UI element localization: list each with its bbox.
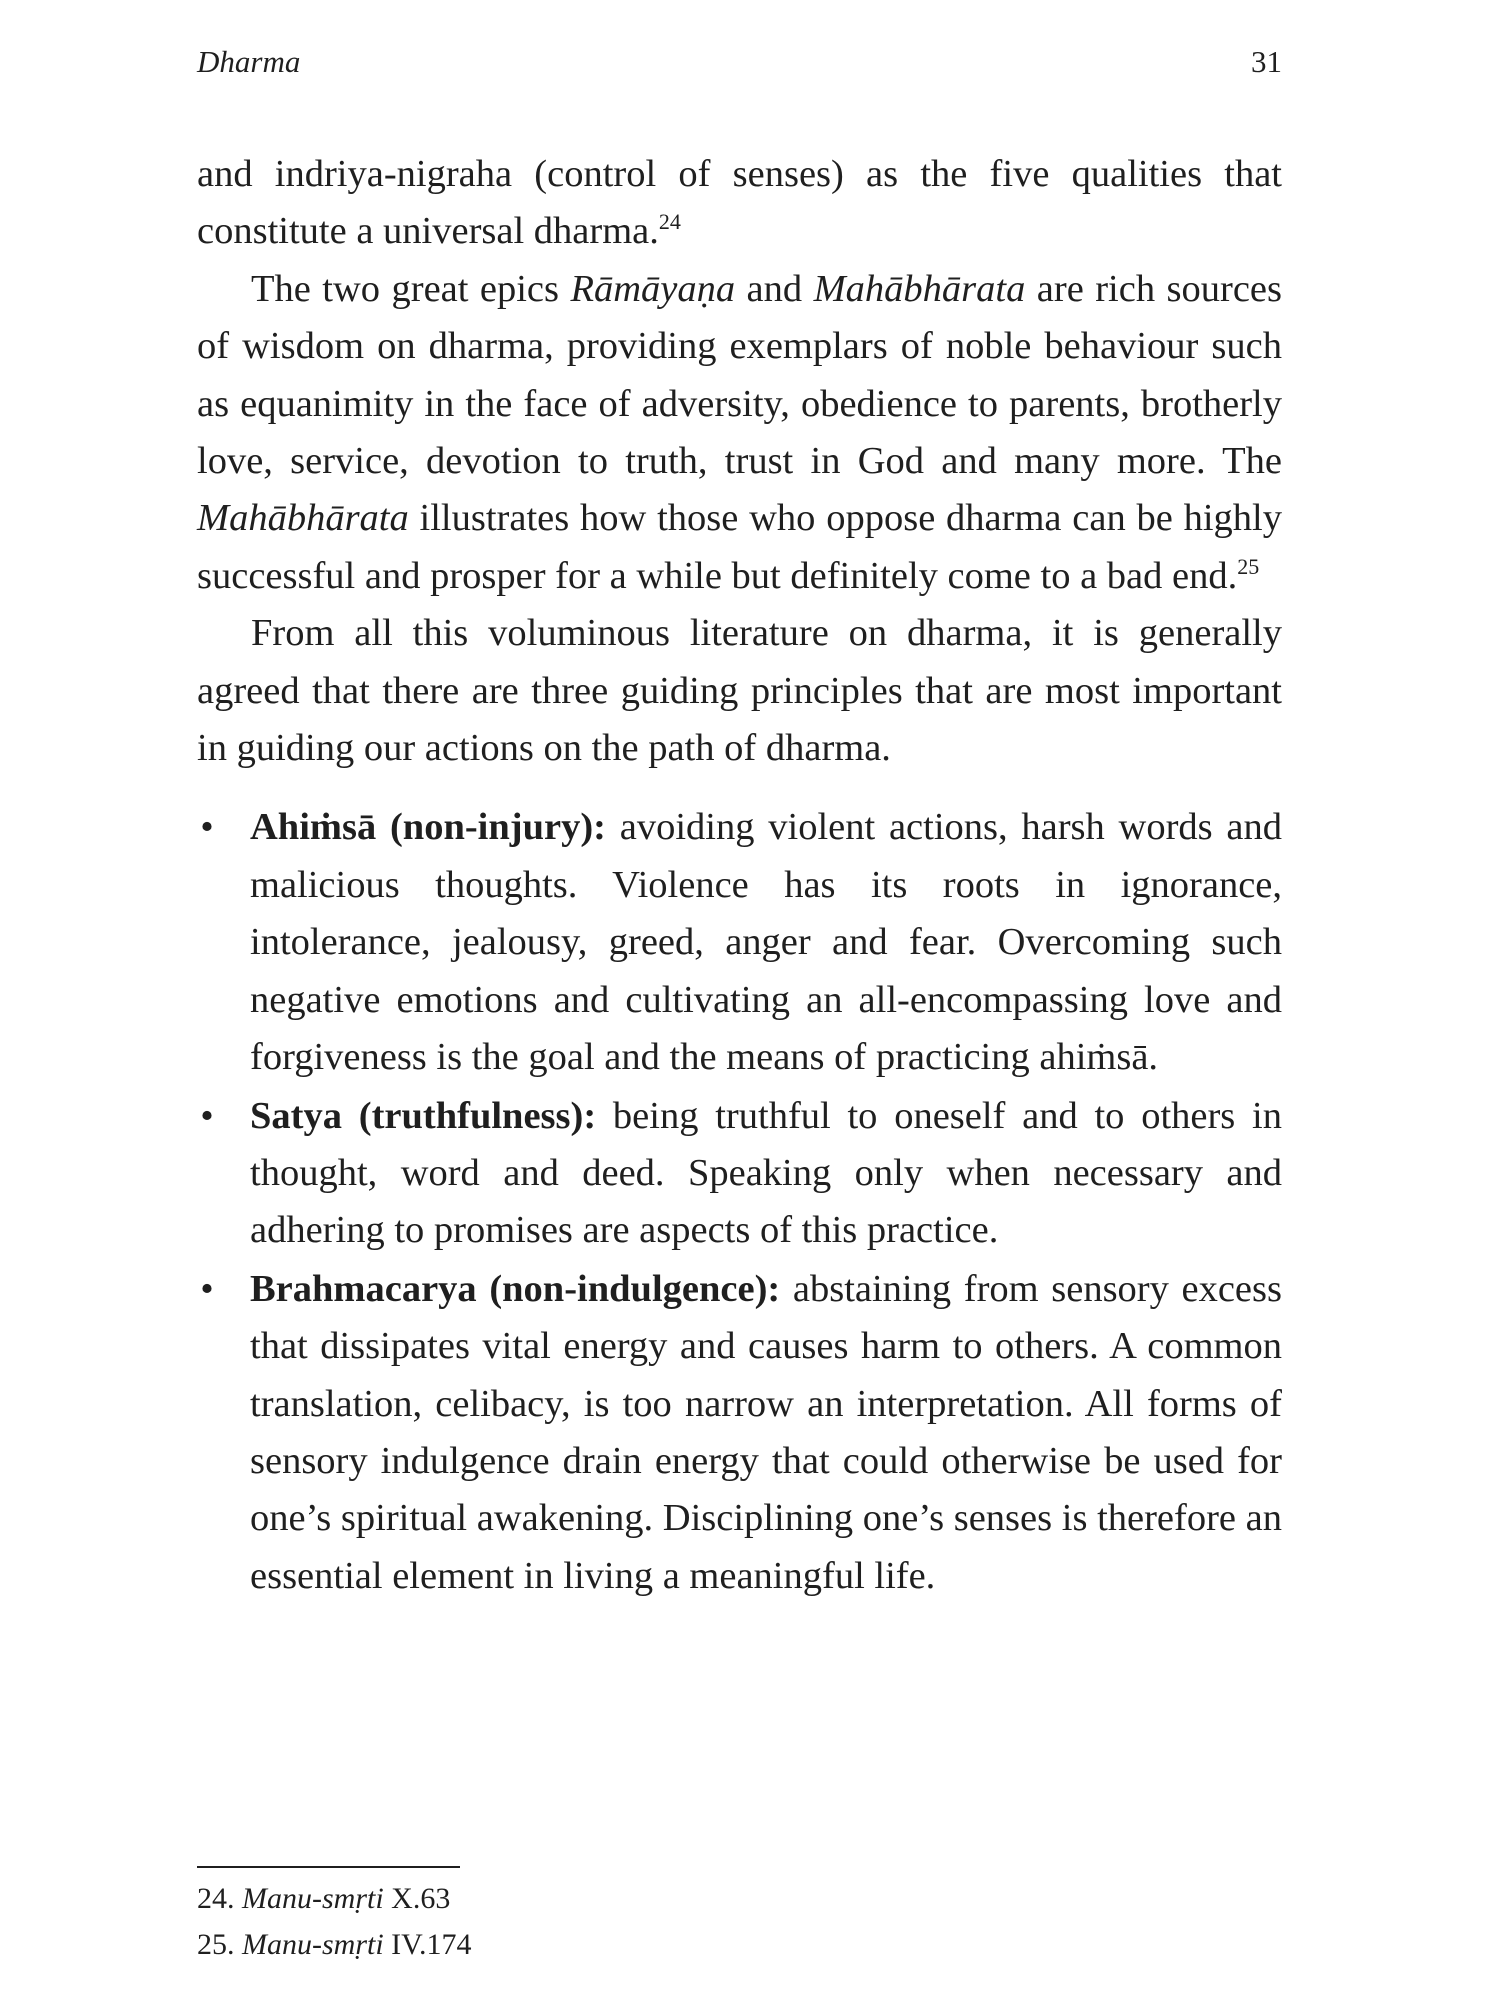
term-brahmacarya: Brahmacarya (non-indulgence): <box>250 1267 781 1310</box>
text-run: illustrates how those who oppose dharma can be highly successful and prosper for a while but definitely come to a bad end. <box>197 497 1282 597</box>
list-item-satya <box>197 1088 1282 1260</box>
paragraph-continuation <box>197 146 1282 261</box>
term-description: being truthful to oneself and to others in thought, word and deed. Speaking only when necessary and adhering to promises are aspects of this practice. <box>250 1094 1282 1252</box>
footnote-ref-25: 25 <box>1237 554 1260 580</box>
text-run: and <box>735 267 814 310</box>
text-run: The two great epics <box>251 267 571 310</box>
bullet: • <box>200 806 214 849</box>
term-ahimsa: Ahiṁsā (non-injury): <box>250 806 607 849</box>
italic-title: Mahābhārata <box>813 267 1026 310</box>
footnotes <box>197 1876 1282 1968</box>
paragraph-principles-intro <box>197 605 1282 777</box>
paragraph-epics <box>197 261 1282 605</box>
footnote-25 <box>197 1922 1282 1968</box>
footnote-ref: X.63 <box>391 1882 451 1915</box>
footnote-24 <box>197 1876 1282 1922</box>
text-run: and indriya-nigraha (control of senses) as the five qualities that constitute a universal dharma. <box>197 153 1282 253</box>
footnote-ref-24: 24 <box>658 209 681 235</box>
running-head <box>197 44 1282 92</box>
bullet: • <box>200 1267 214 1310</box>
term-description: abstaining from sensory excess that dissipates vital energy and causes harm to others. A common translation, celibacy, is too narrow an interpretation. All forms of sensory indulgence drain energy that could otherwise be used for one’s spiritual awakening. Disciplining one’s senses is therefore an essential element in living a meaningful life. <box>250 1267 1282 1597</box>
italic-title: Rāmāyaṇa <box>570 267 736 310</box>
book-page <box>197 0 1282 2002</box>
italic-title: Mahābhārata <box>197 497 409 540</box>
footnote-divider <box>197 1866 460 1868</box>
term-satya: Satya (truthfulness): <box>250 1094 597 1137</box>
footnote-ref: IV.174 <box>391 1928 472 1961</box>
list-item-brahmacarya <box>197 1261 1282 1605</box>
running-title: Dharma <box>197 44 301 79</box>
text-run: are rich sources of wisdom on dharma, providing exemplars of noble behaviour such as equanimity in the face of adversity, obedience to parents, brotherly love, service, devotion to truth, trust in God and many more. The <box>197 267 1282 483</box>
footnote-source: Manu-smṛti <box>242 1882 384 1915</box>
list-item-ahimsa <box>197 799 1282 1086</box>
main-text <box>197 146 1282 1605</box>
footnote-number: 24. <box>197 1882 235 1915</box>
footnote-source: Manu-smṛti <box>242 1928 384 1961</box>
footnote-number: 25. <box>197 1928 235 1961</box>
text-run: From all this voluminous literature on dharma, it is generally agreed that there are three guiding principles that are most important in guiding our actions on the path of dharma. <box>197 612 1282 770</box>
principles-list <box>197 799 1282 1605</box>
term-description: avoiding violent actions, harsh words and malicious thoughts. Violence has its roots in ignorance, intolerance, jealousy, greed, anger and fear. Overcoming such negative emotions and cultivating an all-encompassing love and forgiveness is the goal and the means of practicing ahiṁsā. <box>250 806 1282 1079</box>
bullet: • <box>200 1094 214 1137</box>
page-number: 31 <box>1251 44 1282 79</box>
